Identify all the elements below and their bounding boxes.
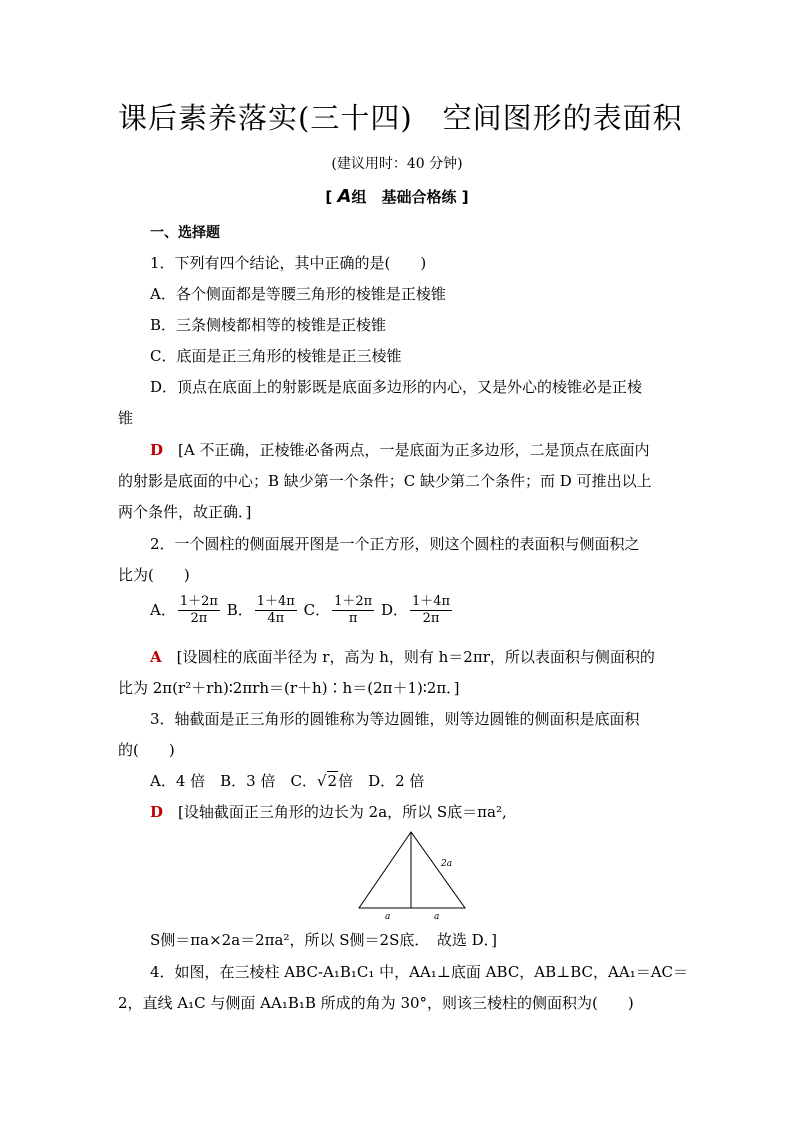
group-letter: A <box>337 186 352 207</box>
q2-option-d: D． $\frac{1+4\pi}{2\pi}$ <box>380 594 451 626</box>
q1-option-c: C．底面是正三角形的棱锥是正三棱锥 <box>150 347 402 365</box>
q3-explanation-line2: S侧＝πa×2a＝2πa²，所以 S侧＝2S底． 故选 D．] <box>150 931 498 949</box>
q2-stem-line1: 2．一个圆柱的侧面展开图是一个正方形，则这个圆柱的表面积与侧面积之 <box>150 535 640 553</box>
q2-explanation-line1: A [设圆柱的底面半径为 r，高为 h，则有 h＝2πr，所以表面积与侧面积的 <box>150 648 655 666</box>
q2-explanation-line2: 比为 2π(r²＋rh)∶2πrh＝(r＋h)∶h＝(2π＋1)∶2π．] <box>118 679 460 697</box>
q2-option-a: A． $\frac{1+2\pi}{2\pi}$ <box>150 594 218 626</box>
q3-options: A．4 倍 B．3 倍 C．√2倍 D．2 倍 <box>150 772 425 790</box>
triangle-figure <box>355 828 470 922</box>
q3-stem-line1: 3．轴截面是正三角形的圆锥称为等边圆锥，则等边圆锥的侧面积是底面积 <box>150 710 640 728</box>
label-a-left: a <box>385 912 391 922</box>
q3-explanation-line1: D [设轴截面正三角形的边长为 2a，所以 S底＝πa², <box>150 803 507 821</box>
q4-stem-line2: 2，直线 A₁C 与侧面 AA₁B₁B 所成的角为 30°，则该三棱柱的侧面积为( ) <box>118 994 634 1012</box>
q2-option-c: C． $\frac{1+2\pi}{\pi}$ <box>303 594 373 626</box>
q3-sqrt-2: 2 <box>327 772 338 790</box>
bracket-right: ] <box>461 188 469 206</box>
triangle-outline <box>359 832 465 908</box>
q2-stem-line2: 比为( ) <box>118 566 190 584</box>
label-2a: 2a <box>441 859 453 869</box>
q2-options <box>150 594 454 627</box>
q1-option-a: A．各个侧面都是等腰三角形的棱锥是正棱锥 <box>150 285 446 303</box>
label-a-right: a <box>434 912 440 922</box>
q1-exp1: [A 不正确，正棱锥必备两点，一是底面为正多边形，二是顶点在底面内 <box>178 441 650 459</box>
q1-stem: 1．下列有四个结论，其中正确的是( ) <box>150 254 427 272</box>
q3-answer: D <box>150 803 164 821</box>
q4-stem-line1: 4．如图，在三棱柱 ABC-A₁B₁C₁ 中，AA₁⊥底面 ABC，AB⊥BC，AA₁＝AC＝ <box>150 963 689 981</box>
q1-explanation-line1 <box>150 440 650 460</box>
q2-answer: A <box>150 648 162 666</box>
q1-explanation-line2: 的射影是底面的中心；B 缺少第一个条件；C 缺少第二个条件；而 D 可推出以上 <box>118 472 652 490</box>
q1-option-d-tail: 锥 <box>118 409 134 427</box>
section-heading: 一、选择题 <box>150 225 220 241</box>
page-title: 课后素养落实(三十四) 空间图形的表面积 <box>118 101 683 135</box>
q3-stem-line2: 的( ) <box>118 741 175 759</box>
bracket-left: [ <box>325 188 333 206</box>
q1-option-b: B．三条侧棱都相等的棱锥是正棱锥 <box>150 316 387 334</box>
q1-option-d: D．顶点在底面上的射影既是底面多边形的内心，又是外心的棱锥必是正棱 <box>150 378 643 396</box>
q1-explanation-line3: 两个条件，故正确．] <box>118 503 252 521</box>
q1-answer: D <box>150 441 164 459</box>
q2-option-b: B． $\frac{1+4\pi}{4\pi}$ <box>226 594 295 626</box>
group-label: 组 基础合格练 <box>351 188 457 206</box>
group-heading <box>0 186 794 207</box>
suggested-time: (建议用时：40 分钟) <box>331 156 463 172</box>
